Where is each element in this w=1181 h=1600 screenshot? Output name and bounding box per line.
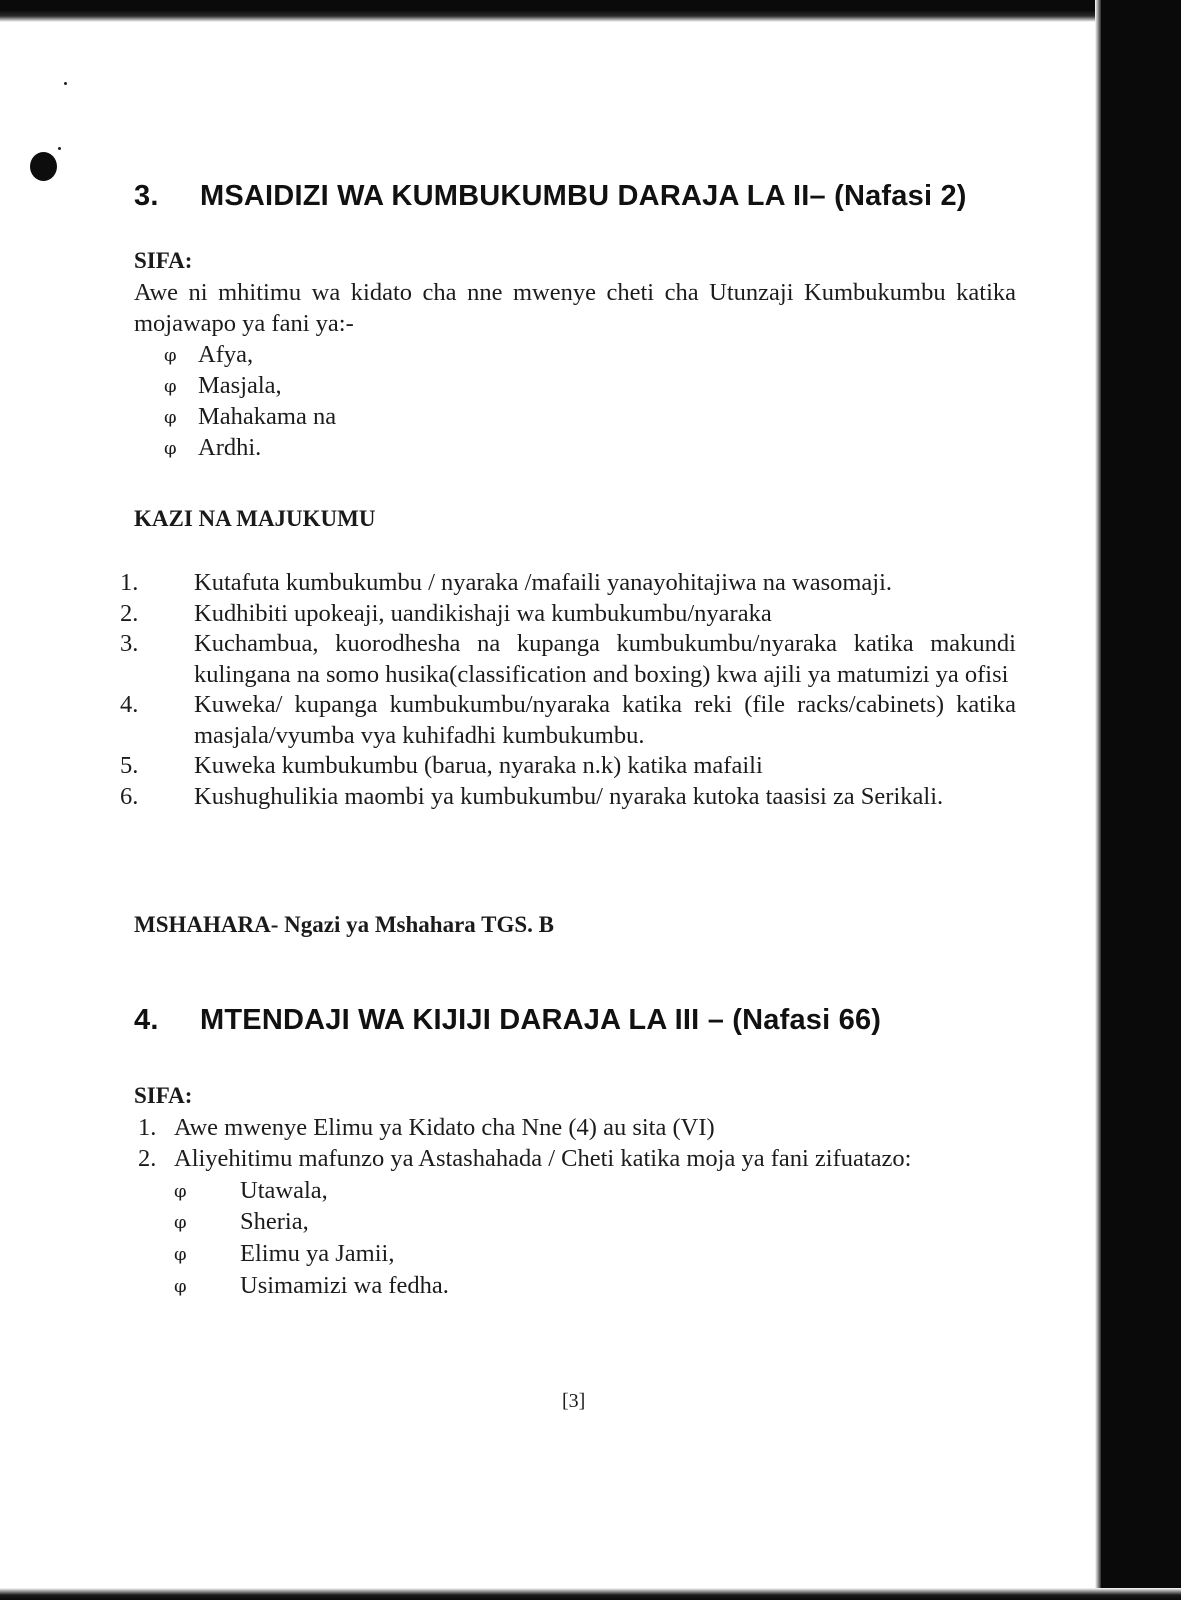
scan-speck	[64, 82, 67, 85]
section-4-heading	[134, 1004, 881, 1037]
scan-speck	[58, 147, 61, 150]
list-item: 2. Kudhibiti upokeaji, uandikishaji wa kumbukumbu/nyaraka	[120, 599, 772, 627]
phi-bullet-icon: φ	[174, 1276, 187, 1297]
list-item: 6. Kushughulikia maombi ya kumbukumbu/ nyaraka kutoka taasisi za Serikali.	[120, 782, 944, 810]
scan-edge-top	[0, 0, 1181, 22]
section-3-fani-item: φ Afya,	[164, 339, 253, 371]
section-3-fani-item: φ Masjala,	[164, 370, 282, 402]
section-4-sifa-list	[134, 1112, 912, 1174]
section-4-fani-item: φ Elimu ya Jamii,	[174, 1238, 394, 1270]
page-number: [3]	[562, 1390, 586, 1412]
list-item: 5. Kuweka kumbukumbu (barua, nyaraka n.k) katika mafaili	[120, 752, 763, 779]
phi-bullet-icon: φ	[164, 345, 177, 366]
list-item: 1. Awe mwenye Elimu ya Kidato cha Nne (4) au sita (VI)	[138, 1114, 715, 1141]
section-3-title: MSAIDIZI WA KUMBUKUMBU DARAJA LA II– (Nafasi 2)	[200, 180, 967, 212]
section-3-heading	[134, 180, 967, 213]
section-3-sifa-label: SIFA:	[134, 248, 193, 273]
section-4-title: MTENDAJI WA KIJIJI DARAJA LA III – (Nafasi 66)	[200, 1004, 882, 1036]
section-3-kazi-label: KAZI NA MAJUKUMU	[134, 506, 376, 531]
list-item: 3. Kuchambua, kuorodhesha na kupanga kumbukumbu/nyaraka katika makundi kulingana na somo husika(classification and boxing) kwa ajili ya matumizi ya ofisi	[120, 630, 1016, 688]
scan-edge-right	[1101, 0, 1181, 1600]
section-4-number: 4.	[134, 1004, 159, 1036]
section-3-mshahara: MSHAHARA- Ngazi ya Mshahara TGS. B	[134, 912, 554, 937]
section-4-fani-item: φ Sheria,	[174, 1206, 309, 1238]
section-3-fani-item: φ Mahakama na	[164, 401, 336, 433]
phi-bullet-icon: φ	[164, 407, 177, 428]
section-3-sifa-text: Awe ni mhitimu wa kidato cha nne mwenye cheti cha Utunzaji Kumbukumbu katika mojawapo ya fani ya:-	[134, 279, 1016, 337]
list-item: 1. Kutafuta kumbukumbu / nyaraka /mafaili yanayohitajiwa na wasomaji.	[120, 569, 893, 596]
section-3-number: 3.	[134, 180, 159, 212]
section-4-fani-item: φ Usimamizi wa fedha.	[174, 1270, 449, 1302]
section-4-sifa-label: SIFA:	[134, 1083, 193, 1108]
list-item: 2. Aliyehitimu mafunzo ya Astashahada / Cheti katika moja ya fani zifuatazo:	[138, 1145, 912, 1172]
phi-bullet-icon: φ	[174, 1212, 187, 1233]
phi-bullet-icon: φ	[164, 376, 177, 397]
list-item: 4. Kuweka/ kupanga kumbukumbu/nyaraka katika reki (file racks/cabinets) katika masjala/vyumba vya kuhifadhi kumbukumbu.	[120, 691, 1016, 749]
phi-bullet-icon: φ	[164, 438, 177, 459]
phi-bullet-icon: φ	[174, 1181, 187, 1202]
phi-bullet-icon: φ	[174, 1244, 187, 1265]
section-3-kazi-list	[120, 568, 1016, 812]
scan-edge-bottom	[0, 1588, 1181, 1600]
section-3-fani-item: φ Ardhi.	[164, 432, 261, 464]
punch-hole-mark	[30, 152, 57, 181]
section-4-fani-item: φ Utawala,	[174, 1175, 328, 1207]
